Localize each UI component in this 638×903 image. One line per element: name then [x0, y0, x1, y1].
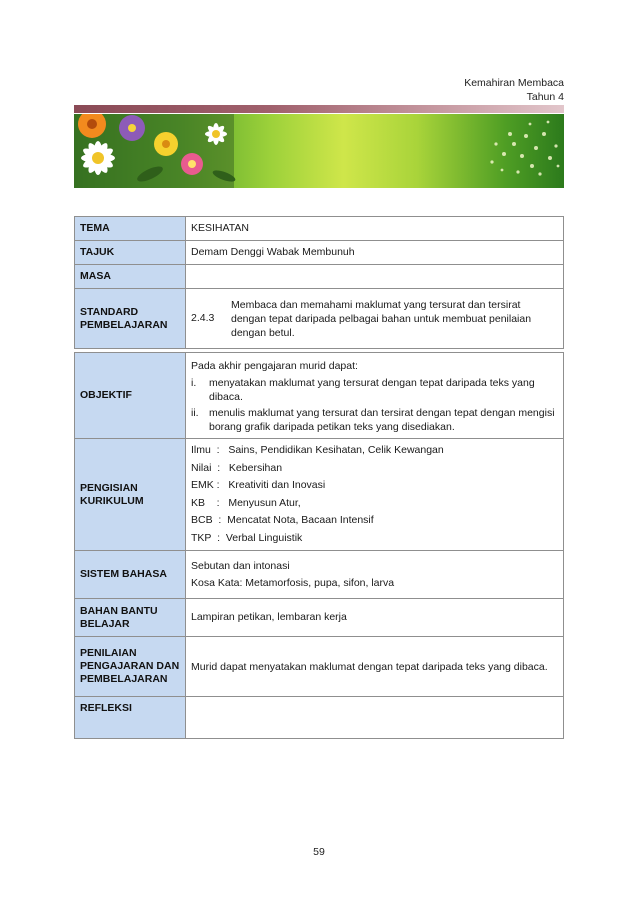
objektif-item-number: i.: [191, 376, 197, 389]
tema-value: KESIHATAN: [186, 217, 564, 241]
flower-banner-icon: [74, 114, 564, 188]
row-bahan: [75, 599, 564, 637]
header-bar: [74, 105, 564, 113]
penilaian-label: PENILAIAN PENGAJARAN DAN PEMBELAJARAN: [75, 637, 186, 697]
objektif-value: [186, 353, 564, 439]
kurikulum-line: TKP : Verbal Linguistik: [191, 531, 303, 544]
penilaian-value: Murid dapat menyatakan maklumat dengan tepat daripada teks yang dibaca.: [186, 637, 564, 697]
kurikulum-line: KB : Menyusun Atur,: [191, 496, 301, 509]
refleksi-value: [186, 697, 564, 739]
row-tajuk: [75, 241, 564, 265]
bahasa-label: SISTEM BAHASA: [75, 551, 186, 599]
bahasa-line: Sebutan dan intonasi: [191, 559, 290, 572]
objektif-item-text: menyatakan maklumat yang tersurat dengan tepat daripada teks yang dibaca.: [209, 376, 535, 403]
row-objektif: [75, 353, 564, 439]
objektif-item: [191, 406, 558, 434]
bahasa-value: [186, 551, 564, 599]
bahasa-line: Kosa Kata: Metamorfosis, pupa, sifon, larva: [191, 576, 395, 589]
standard-code: 2.4.3: [191, 312, 215, 324]
tema-label: TEMA: [75, 217, 186, 241]
lesson-plan-table: [74, 216, 564, 739]
flower-banner-decoration: [74, 114, 564, 188]
kurikulum-line: EMK : Kreativiti dan Inovasi: [191, 479, 326, 491]
kurikulum-label: PENGISIAN KURIKULUM: [75, 439, 186, 551]
kurikulum-line: Nilai : Kebersihan: [191, 461, 283, 474]
row-tema: [75, 217, 564, 241]
row-bahasa: [75, 551, 564, 599]
running-header: [464, 76, 564, 104]
masa-value: [186, 265, 564, 289]
row-kurikulum: [75, 439, 564, 551]
header-year: Tahun 4: [526, 91, 564, 103]
page-number: 59: [313, 846, 325, 858]
row-penilaian: [75, 637, 564, 697]
objektif-item: [191, 376, 558, 404]
tajuk-value: Demam Denggi Wabak Membunuh: [186, 241, 564, 265]
row-standard: [75, 289, 564, 349]
tajuk-label: TAJUK: [75, 241, 186, 265]
objektif-intro: Pada akhir pengajaran murid dapat:: [191, 359, 358, 372]
objektif-item-number: ii.: [191, 406, 199, 419]
kurikulum-value: [186, 439, 564, 551]
header-subject: Kemahiran Membaca: [464, 77, 564, 89]
row-refleksi: [75, 697, 564, 739]
refleksi-label: REFLEKSI: [75, 697, 186, 739]
objektif-label: OBJEKTIF: [75, 353, 186, 439]
bahan-label: BAHAN BANTU BELAJAR: [75, 599, 186, 637]
masa-label: MASA: [75, 265, 186, 289]
standard-value: [186, 289, 564, 349]
kurikulum-line: Ilmu : Sains, Pendidikan Kesihatan, Celik Kewangan: [191, 444, 444, 456]
bahan-value: Lampiran petikan, lembaran kerja: [186, 599, 564, 637]
standard-text: Membaca dan memahami maklumat yang tersurat dan tersirat dengan tepat daripada pelbagai bahan untuk membuat penilaian dengan betul.: [231, 298, 532, 339]
kurikulum-line: BCB : Mencatat Nota, Bacaan Intensif: [191, 514, 374, 526]
row-masa: [75, 265, 564, 289]
standard-label: STANDARD PEMBELAJARAN: [75, 289, 186, 349]
objektif-item-text: menulis maklumat yang tersurat dan tersirat dengan tepat dengan mengisi borang grafik daripada petikan teks yang disediakan.: [209, 406, 555, 433]
